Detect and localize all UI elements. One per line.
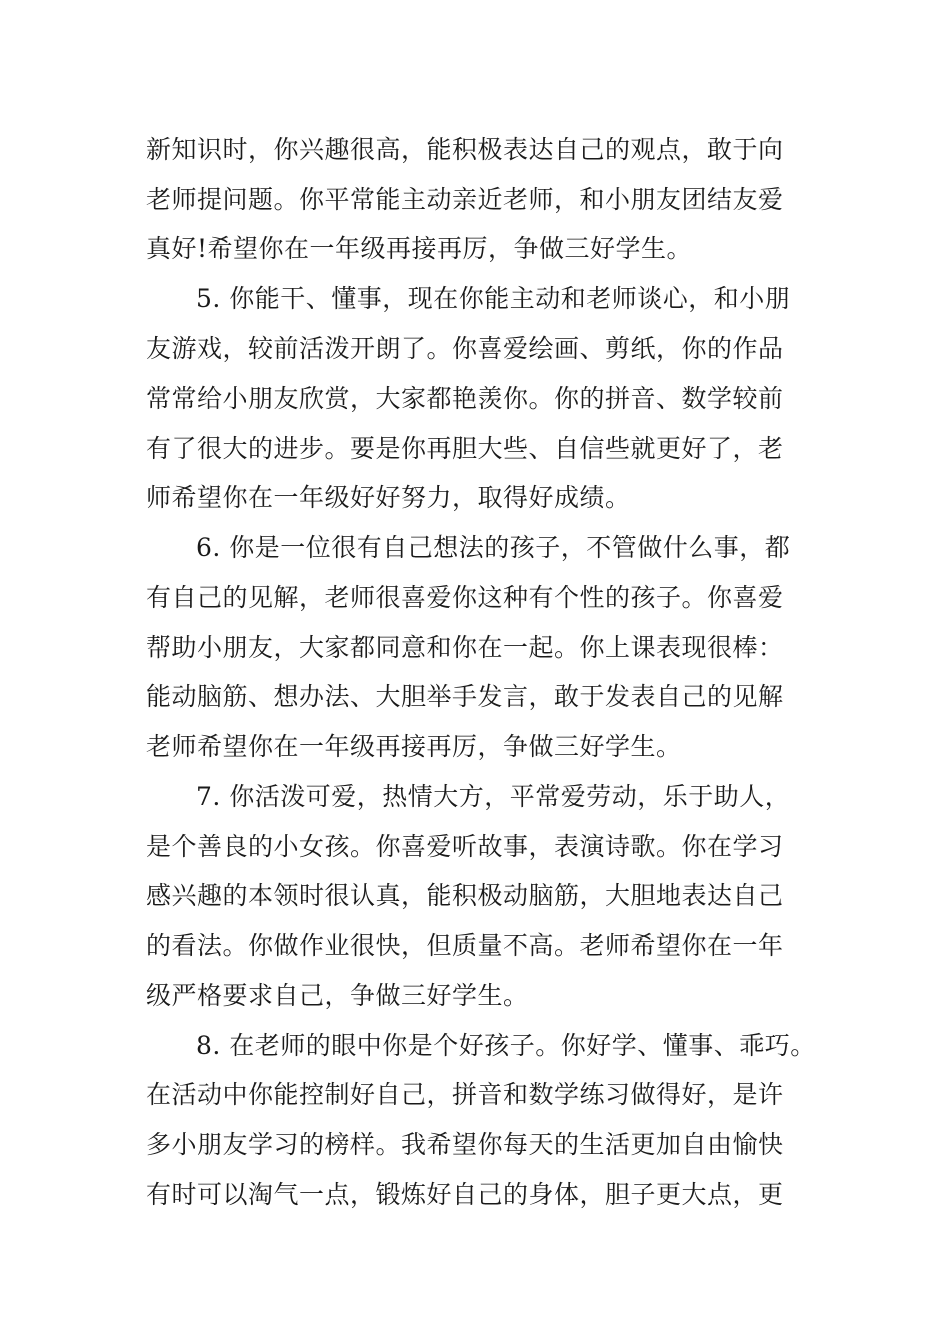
text-line: 老师希望你在一年级再接再厉，争做三好学生。 xyxy=(146,732,682,761)
text-line: 帮助小朋友，大家都同意和你在一起。你上课表现很棒： xyxy=(146,633,784,662)
text-line: 有时可以淘气一点，锻炼好自己的身体，胆子更大点，更 xyxy=(146,1180,784,1209)
paragraph-6-start: 6. 你是一位很有自己想法的孩子，不管做什么事，都 xyxy=(196,533,791,562)
text-line: 友游戏，较前活泼开朗了。你喜爱绘画、剪纸，你的作品 xyxy=(146,334,784,363)
text-line: 感兴趣的本领时很认真，能积极动脑筋，大胆地表达自己 xyxy=(146,881,784,910)
text-line: 真好!希望你在一年级再接再厉，争做三好学生。 xyxy=(146,234,693,263)
text-line: 常常给小朋友欣赏，大家都艳羡你。你的拼音、数学较前 xyxy=(146,384,784,413)
text-line: 在活动中你能控制好自己，拼音和数学练习做得好，是许 xyxy=(146,1080,784,1109)
text-line: 能动脑筋、想办法、大胆举手发言，敢于发表自己的见解 xyxy=(146,682,784,711)
text-line: 级严格要求自己，争做三好学生。 xyxy=(146,981,529,1010)
paragraph-7-start: 7. 你活泼可爱，热情大方，平常爱劳动，乐于助人， xyxy=(196,782,791,811)
text-line: 师希望你在一年级好好努力，取得好成绩。 xyxy=(146,483,631,512)
paragraph-8-start: 8. 在老师的眼中你是个好孩子。你好学、懂事、乖巧。 xyxy=(196,1031,816,1060)
text-line: 有自己的见解，老师很喜爱你这种有个性的孩子。你喜爱 xyxy=(146,583,784,612)
text-line: 有了很大的进步。要是你再胆大些、自信些就更好了，老 xyxy=(146,434,784,463)
text-line: 新知识时，你兴趣很高，能积极表达自己的观点，敢于向 xyxy=(146,135,784,164)
text-line: 是个善良的小女孩。你喜爱听故事，表演诗歌。你在学习 xyxy=(146,832,784,861)
text-line: 老师提问题。你平常能主动亲近老师，和小朋友团结友爱 xyxy=(146,185,784,214)
text-line: 多小朋友学习的榜样。我希望你每天的生活更加自由愉快 xyxy=(146,1130,784,1159)
paragraph-5-start: 5. 你能干、懂事，现在你能主动和老师谈心，和小朋 xyxy=(196,284,791,313)
text-line: 的看法。你做作业很快，但质量不高。老师希望你在一年 xyxy=(146,931,784,960)
